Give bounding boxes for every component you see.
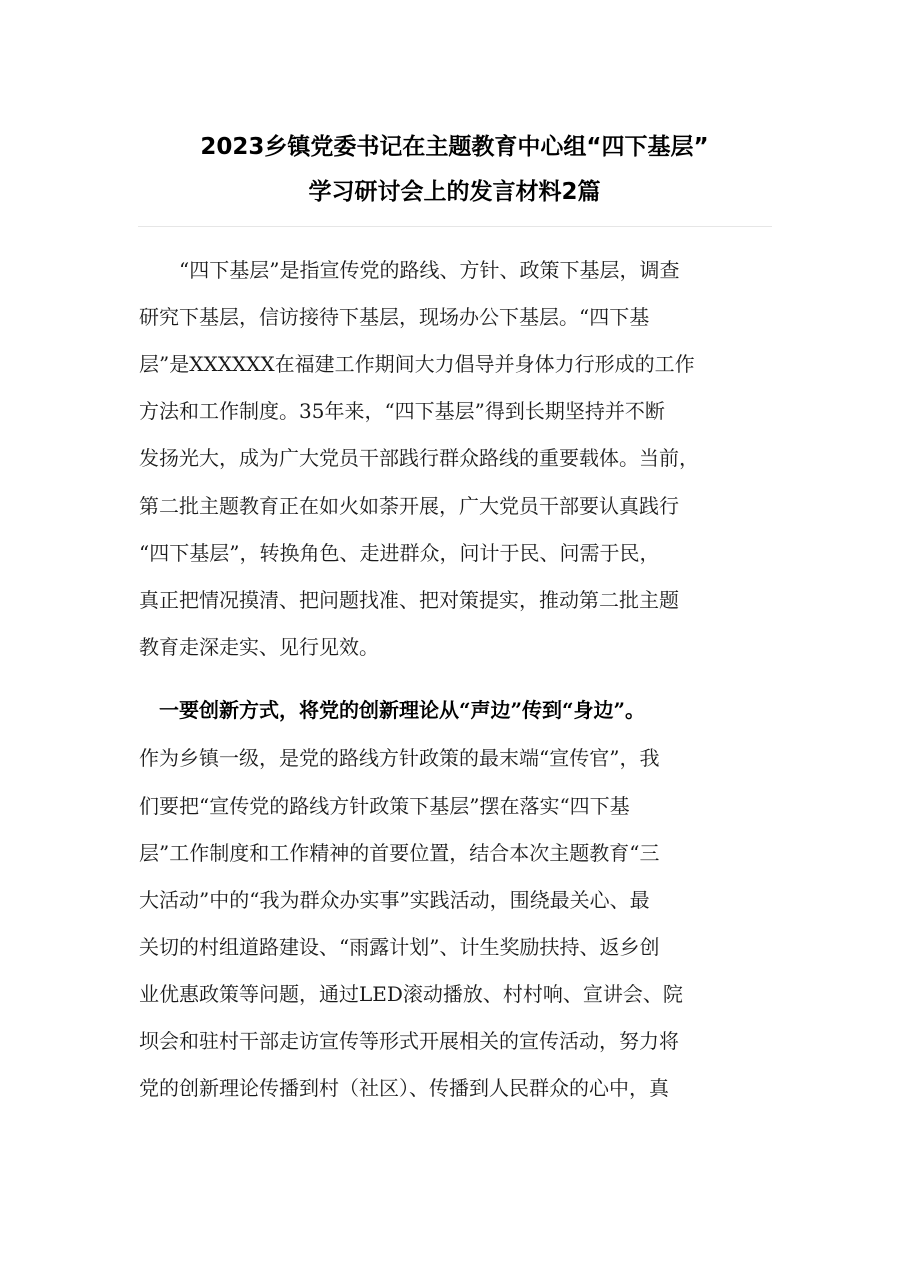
text-line: 业优惠政策等问题，通过LED滚动播放、村村响、宣讲会、院 [139, 982, 683, 1006]
title-divider [138, 226, 772, 227]
text-line: 研究下基层，信访接待下基层，现场办公下基层。“四下基 [139, 305, 650, 329]
text-line: 方法和工作制度。35年来，“四下基层”得到长期坚持并不断 [139, 399, 665, 423]
text-line: 作为乡镇一级，是党的路线方针政策的最末端“宣传官”，我 [139, 746, 660, 770]
text-line: 真正把情况摸清、把问题找准、把对策提实，推动第二批主题 [139, 588, 679, 612]
text-line: 党的创新理论传播到村（社区）、传播到人民群众的心中，真 [139, 1076, 669, 1100]
text-line: 发扬光大，成为广大党员干部践行群众路线的重要载体。当前， [139, 446, 699, 470]
document-title-line-1: 2023乡镇党委书记在主题教育中心组“四下基层” [200, 134, 709, 160]
text-line: 关切的村组道路建设、“雨露计划”、计生奖励扶持、返乡创 [139, 935, 660, 959]
text-line: 教育走深走实、见行见效。 [139, 635, 379, 659]
document-title-line-2: 学习研讨会上的发言材料2篇 [308, 179, 601, 205]
text-line: 层”是XXXXXX在福建工作期间大力倡导并身体力行形成的工作 [139, 352, 695, 376]
text-line: “四下基层”是指宣传党的路线、方针、政策下基层，调查 [139, 258, 680, 282]
text-line: 第二批主题教育正在如火如荼开展，广大党员干部要认真践行 [139, 494, 679, 518]
text-line: 坝会和驻村干部走访宣传等形式开展相关的宣传活动，努力将 [139, 1029, 679, 1053]
text-line: 大活动”中的“我为群众办实事”实践活动，围绕最关心、最 [139, 888, 650, 912]
text-line: “四下基层”，转换角色、走进群众，问计于民、问需于民， [139, 541, 660, 565]
section-heading-1: 一要创新方式，将党的创新理论从“声边”传到“身边”。 [139, 698, 646, 722]
text-line: 们要把“宣传党的路线方针政策下基层”摆在落实“四下基 [139, 794, 630, 818]
text-line: 层”工作制度和工作精神的首要位置，结合本次主题教育“三 [139, 841, 660, 865]
